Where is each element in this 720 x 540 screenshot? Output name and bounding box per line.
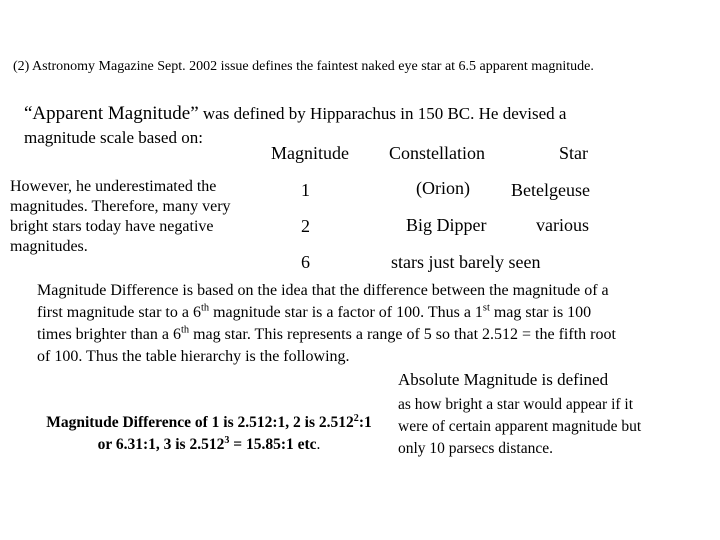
- magnitude-difference-ratios: Magnitude Difference of 1 is 2.512:1, 2 is 2.512$^2$:1 or 6.31:1, 3 is $2.512^3$ = 15.85:1 etc.: [46, 412, 372, 453]
- footnote: (2) Astronomy Magazine Sept. 2002 issue defines the faintest naked eye star at 6.5 apparent magnitude.: [13, 59, 594, 74]
- header-magnitude: Magnitude: [271, 143, 349, 163]
- absolute-magnitude-definition: as how bright a star would appear if it were of certain apparent magnitude but only 10 parsecs distance.: [398, 396, 642, 457]
- row-2-constellation: Big Dipper: [406, 215, 487, 235]
- row-1-magnitude: 1: [301, 180, 310, 200]
- side-note: However, he underestimated the magnitudes. Therefore, many very bright stars today have negative magnitudes.: [10, 178, 231, 255]
- row-2-star: various: [536, 215, 589, 235]
- intro-line-1: [24, 103, 566, 125]
- row-2-magnitude: 2: [301, 216, 310, 236]
- row-3-magnitude: 6: [301, 252, 310, 272]
- row-1-constellation: (Orion): [416, 178, 470, 198]
- absolute-magnitude-title: Absolute Magnitude is defined: [398, 370, 609, 389]
- magnitude-difference-paragraph: Magnitude Difference is based on the idea that the difference between the magnitude of a first magnitude star to a 6th magnitude star is a factor of 100. Thus a 1st mag star is 100 times brighter than a 6th mag star. This represents a range of 5 so that 2.512 = the fifth root of 100. Thus the table hierarchy is the following.: [37, 282, 616, 365]
- header-constellation: Constellation: [389, 143, 485, 163]
- row-3-description: stars just barely seen: [391, 252, 541, 272]
- header-star: Star: [559, 143, 588, 163]
- apparent-magnitude-term: “Apparent Magnitude”: [24, 103, 199, 124]
- intro-line-2: magnitude scale based on:: [24, 128, 203, 147]
- row-1-star: Betelgeuse: [511, 180, 590, 200]
- intro-line-1-rest: was defined by Hipparachus in 150 BC. He devised a: [198, 104, 567, 123]
